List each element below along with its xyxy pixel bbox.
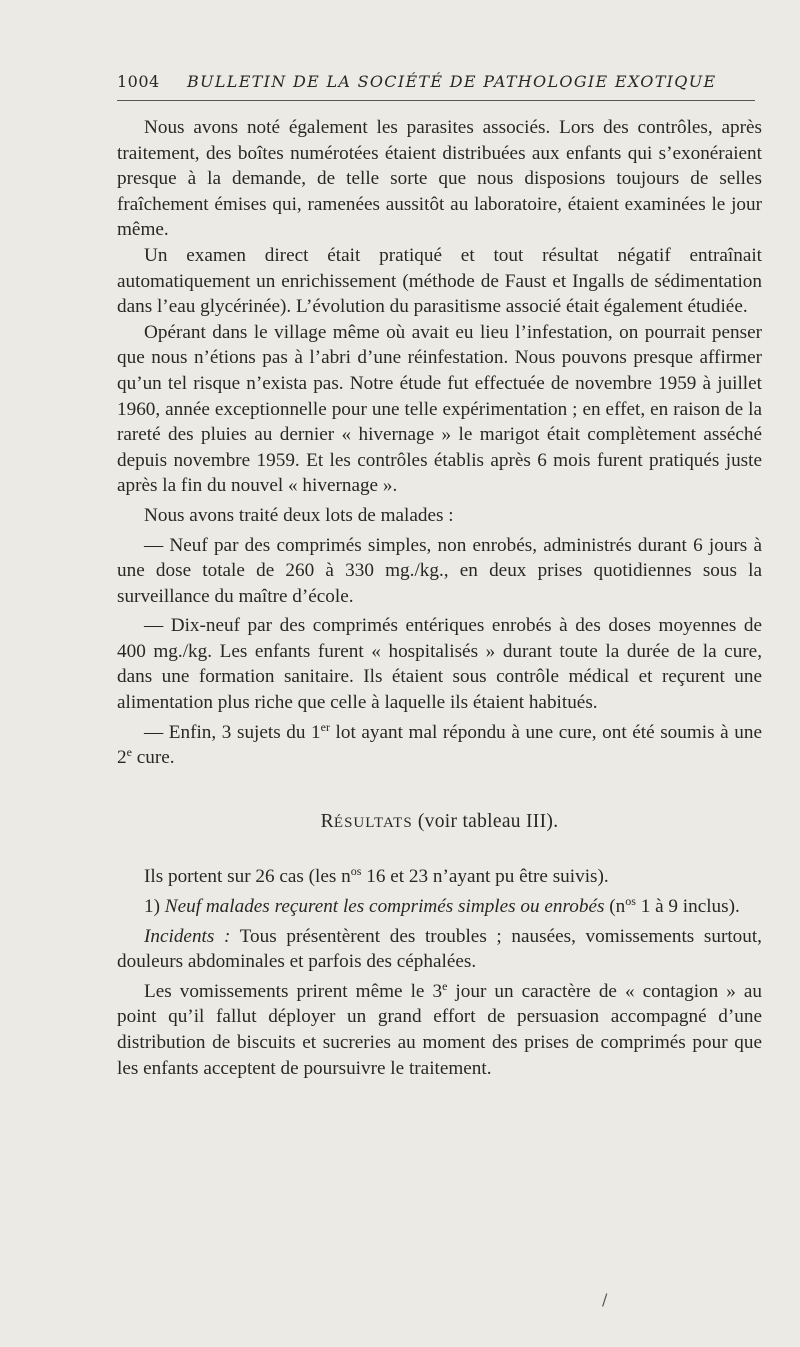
paragraph-examen: Un examen direct était pratiqué et tout résultat négatif entraînait automatiquement un enrichissement (méthode de Faust et Ingalls de sédimentation dans l’eau glycérinée). L’évolution du parasitisme associé était également étudiée. bbox=[117, 244, 762, 318]
header-rule bbox=[117, 100, 755, 101]
paragraph-lot-1: — Neuf par des comprimés simples, non enrobés, administrés durant 6 jours à une dose totale de 260 à 330 mg./kg., en deux prises quotidiennes sous la surveillance du maître d’école. bbox=[117, 534, 762, 607]
paragraph-lots: Nous avons traité deux lots de malades : bbox=[144, 504, 454, 526]
paragraph-vomissements: Les vomissements prirent même le 3e jour un caractère de « contagion » au point qu’il fallut déployer un grand effort de persuasion accompagné d’une distribution de biscuits et sucreries au moment des prises de comprimés pour que les enfants acceptent de poursuivre le traitement. bbox=[117, 978, 763, 1079]
section-heading-resultats: RÉSULTATS (voir tableau III). bbox=[320, 810, 559, 832]
article-body bbox=[117, 115, 762, 1081]
paragraph-village: Opérant dans le village même où avait eu lieu l’infestation, on pourrait penser que nous n’étions pas à l’abri d’une réinfestation. Nous pouvons presque affirmer qu’un tel risque n’exista pas. Notre étude fut effectuée de novembre 1959 à juillet 1960, année exceptionnelle pour une telle expérimentation ; en effet, en raison de la rareté des pluies au dernier « hivernage » le marigot était complètement asséché depuis novembre 1959. Et les contrôles établis après 6 mois furent pratiqués juste après la fin du nouvel « hivernage ». bbox=[117, 321, 762, 497]
journal-title: BULLETIN DE LA SOCIÉTÉ DE PATHOLOGIE EXOTIQUE bbox=[187, 72, 717, 91]
margin-mark: / bbox=[602, 1290, 608, 1309]
page-number: 1004 bbox=[117, 72, 160, 91]
paragraph-cas: Ils portent sur 26 cas (les $n^{os}$ 16 et 23 n’ayant pu être suivis). bbox=[144, 864, 609, 888]
paragraph-incidents: Incidents : Tous présentèrent des troubles ; nausées, vomissements surtout, douleurs abdominales et parfois des céphalées. bbox=[117, 925, 762, 973]
paragraph-parasites: Nous avons noté également les parasites associés. Lors des contrôles, après traitement, des boîtes numérotées étaient distribuées aux enfants qui s’exonéraient presque à la demande, de telle sorte que nous disposions toujours de selles fraîchement émises qui, ramenées aussitôt au laboratoire, étaient examinées le jour même. bbox=[117, 117, 762, 241]
paragraph-enfin: — Enfin, 3 sujets du 1er lot ayant mal répondu à une cure, ont été soumis à une 2e cure. bbox=[117, 719, 762, 769]
paragraph-lot-2: — Dix-neuf par des comprimés entériques enrobés à des doses moyennes de 400 mg./kg. Les enfants furent « hospitalisés » durant toute la durée de la cure, dans une formation sanitaire. Ils étaient sous contrôle médical et reçurent une alimentation plus riche que celle à laquelle ils étaient habitués. bbox=[117, 615, 762, 714]
paragraph-neuf-malades: 1) Neuf malades reçurent les comprimés simples ou enrobés ($n^{os}$ 1 à 9 inclus). bbox=[144, 894, 740, 918]
